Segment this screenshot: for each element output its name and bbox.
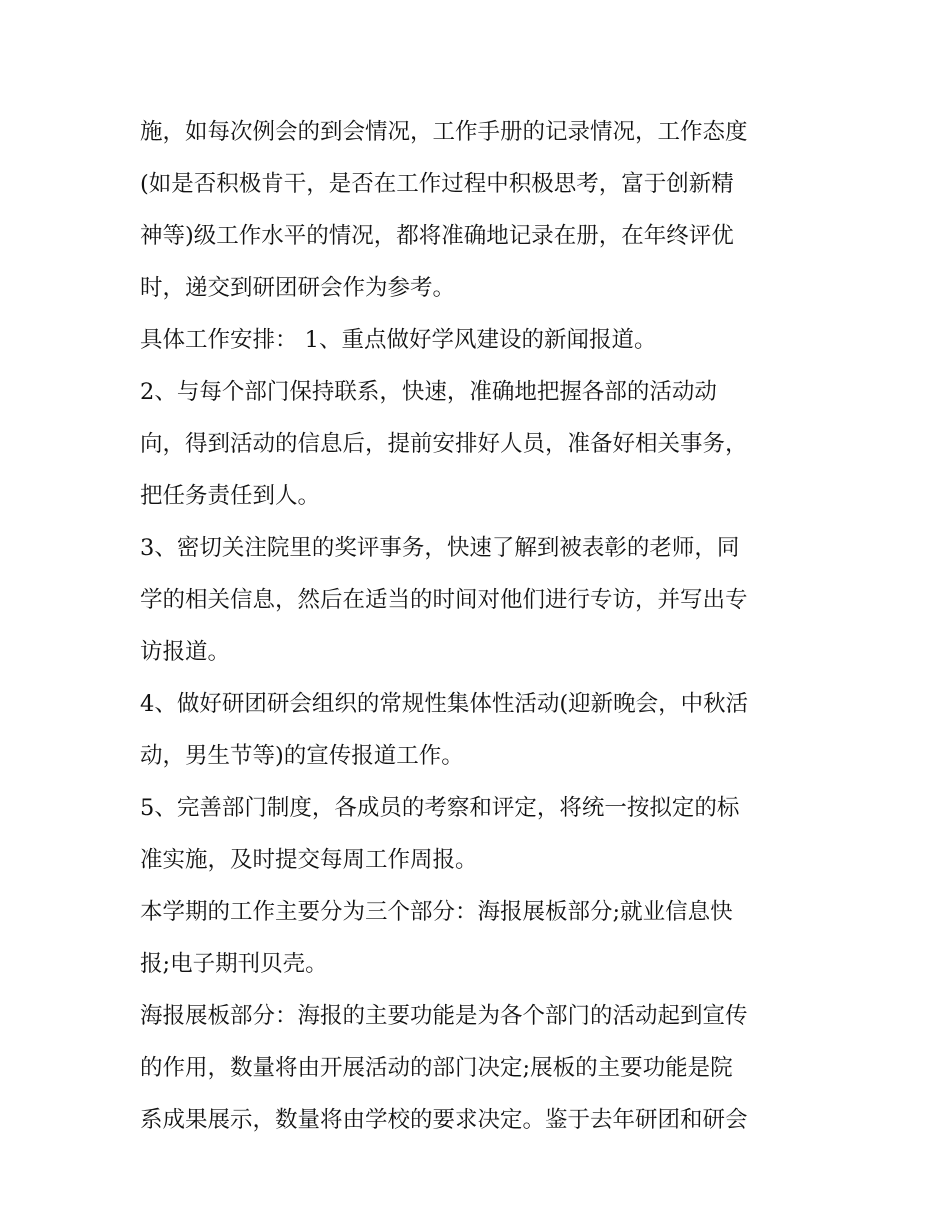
text-line: 具体工作安排： 1、重点做好学风建设的新闻报道。 — [140, 327, 657, 353]
text-line: 向，得到活动的信息后，提前安排好人员，准备好相关事务， — [140, 431, 748, 457]
text-line: 4、做好研团研会组织的常规性集体性活动(迎新晚会，中秋活 — [140, 691, 749, 717]
text-line: 动，男生节等)的宣传报道工作。 — [140, 743, 464, 769]
text-line: 的作用，数量将由开展活动的部门决定;展板的主要功能是院 — [140, 1055, 733, 1081]
text-line: 5、完善部门制度，各成员的考察和评定，将统一按拟定的标 — [140, 795, 740, 821]
text-line: 把任务责任到人。 — [140, 483, 321, 509]
text-line: 3、密切关注院里的奖评事务，快速了解到被表彰的老师，同 — [140, 535, 740, 561]
document-body — [140, 106, 820, 1146]
text-line: 时，递交到研团研会作为参考。 — [140, 275, 456, 301]
text-line: 施，如每次例会的到会情况，工作手册的记录情况，工作态度 — [140, 119, 748, 145]
text-line: 海报展板部分：海报的主要功能是为各个部门的活动起到宣传 — [140, 1003, 748, 1029]
text-line: 学的相关信息，然后在适当的时间对他们进行专访，并写出专 — [140, 587, 748, 613]
text-line: (如是否积极肯干，是否在工作过程中积极思考，富于创新精 — [140, 171, 734, 197]
text-line: 2、与每个部门保持联系，快速，准确地把握各部的活动动 — [140, 379, 717, 405]
text-line: 系成果展示，数量将由学校的要求决定。鉴于去年研团和研会 — [140, 1107, 748, 1133]
text-line: 本学期的工作主要分为三个部分：海报展板部分;就业信息快 — [140, 899, 733, 925]
text-line: 准实施，及时提交每周工作周报。 — [140, 847, 478, 873]
text-line: 报;电子期刊贝壳。 — [140, 951, 328, 977]
text-line: 神等)级工作水平的情况，都将准确地记录在册，在年终评优 — [140, 223, 734, 249]
text-line: 访报道。 — [140, 639, 231, 665]
